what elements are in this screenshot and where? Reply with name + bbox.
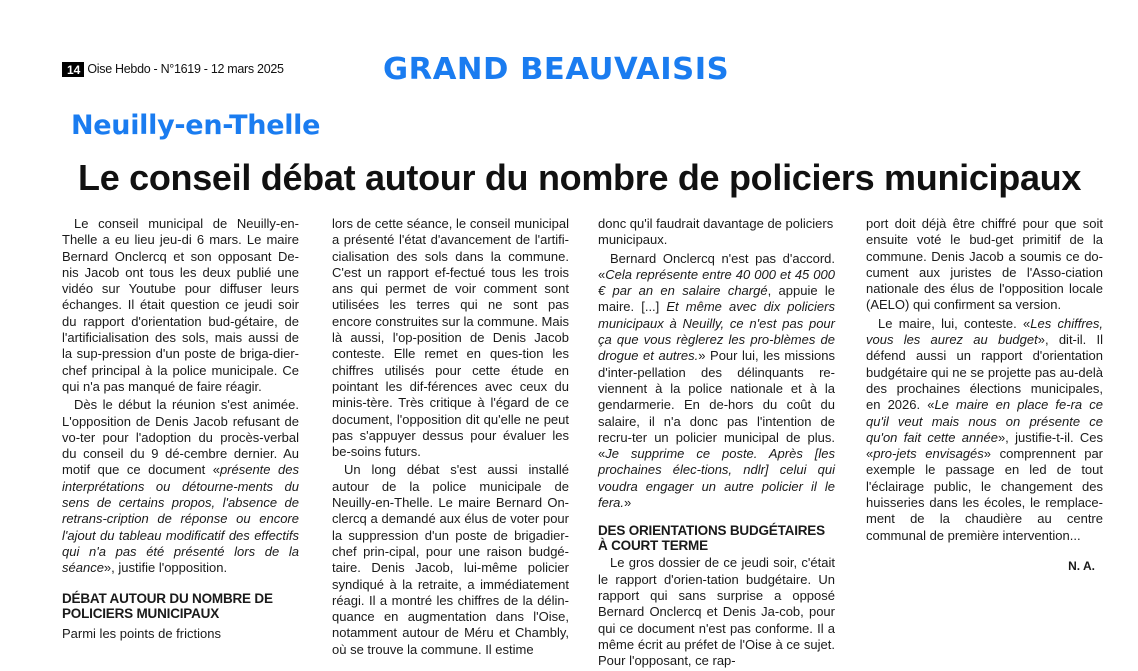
quote: Le maire en place fe-ra ce qu'il veut mais nous on présente ce qu'on fait cette année <box>866 397 1103 445</box>
article-kicker: Neuilly-en-Thelle <box>71 110 321 141</box>
subheading: DES ORIENTATIONS BUDGÉTAIRES À COURT TERME <box>598 523 825 554</box>
text: Le maire, lui, conteste. « <box>878 315 1031 331</box>
paragraph <box>866 316 1103 544</box>
quote: Je supprime ce poste. Après [les prochaines élec-tions, ndlr] celui qui voudra engager un autre policier il le fera. <box>598 446 835 511</box>
paragraph: Un long débat s'est aussi installé autour de la police municipale de Neuilly-en-Thelle. Le maire Bernard On-clercq a demandé aux élus de voter pour la suppression d'un poste de brigadier-chef prin-cipal, pour une raison budgé-taire. Denis Jacob, lui-même policier syndiqué à la retraite, a immédiatement réagi. Il a montré les chiffres de la délin-quance en augmentation dans l'Oise, notamment autour de Méru et Chambly, où se trouve la commune. Il estime <box>332 462 569 657</box>
article-column-1 <box>62 216 299 644</box>
folio <box>62 60 284 77</box>
text: » <box>624 495 632 511</box>
quote: présente des interprétations ou détourne-ments du sens de certains propos, l'absence de retrans-cription de réponse ou encore l'ajout du tableau modificatif des effectifs qui n'a pas été présenté lors de la séance <box>62 462 299 576</box>
text: Bernard Onclercq n'est pas d'accord. « <box>598 250 835 282</box>
text: » Pour lui, les missions d'inter-pellation des délinquants re-viennent à la police nationale et à la gendarmerie. En de-hors du coût du salaire, il n'a donc pas l'intention de recru-ter un policier municipal de plus. « <box>598 348 835 462</box>
paragraph: donc qu'il faudrait davantage de policiers municipaux. <box>598 216 834 248</box>
article-headline: Le conseil débat autour du nombre de policiers municipaux <box>78 157 1082 198</box>
paragraph <box>62 397 299 576</box>
paragraph: Parmi les points de frictions <box>62 625 221 641</box>
text: », justifie l'opposition. <box>103 560 228 576</box>
section-title: GRAND BEAUVAISIS <box>383 52 730 87</box>
article-column-3 <box>598 216 835 671</box>
text: », dit-il. Il défend aussi un rapport d'orientation budgétaire qui ne se projette pas au-delà des prochaines élections municipales, en 2026. « <box>866 332 1103 413</box>
text: , appuie le maire. [...] <box>598 283 836 315</box>
quote: pro-jets envisagés <box>873 446 984 462</box>
paragraph: Le conseil municipal de Neuilly-en-Thelle a eu lieu jeu-di 6 mars. Le maire Bernard Onclercq et son opposant De-nis Jacob ont tous les deux publié une vidéo sur Youtube pour diffuser leurs échanges. Il était question ce jeudi soir du rapport d'orientation bud-gétaire, de l'artificialisation des sols, mais aussi de la sup-pression d'un poste de briga-dier-chef principal à la police municipale. Ce qui n'a pas manqué de faire réagir. <box>62 216 299 394</box>
subheading: DÉBAT AUTOUR DU NOMBRE DE POLICIERS MUNICIPAUX <box>62 590 273 621</box>
text: Dès le début la réunion s'est animée. L'opposition de Denis Jacob refusant de vo-ter pour l'adoption du procès-verbal du conseil du 9 dé-cembre dernier. Au motif que ce document « <box>62 397 299 478</box>
article-column-4 <box>866 216 1103 574</box>
quote: Et même avec dix policiers municipaux à Neuilly, ce n'est pas pour ça que vous règlerez les pro-blèmes de drogue et autres. <box>598 299 835 364</box>
paragraph: port doit déjà être chiffré pour que soit ensuite voté le bud-get primitif de la commune. Denis Jacob a soumis ce do-cument aux juristes de l'Asso-ciation nationale des élus de l'opposition locale (AELO) qui confirment sa version. <box>866 216 1103 313</box>
quote: Les chiffres, vous les aurez au budget <box>866 315 1103 348</box>
text: », justifie-t-il. Ces « <box>866 429 1103 462</box>
paragraph: Le gros dossier de ce jeudi soir, c'était le rapport d'orien-tation budgétaire. Un rapport qui sans surprise a opposé Bernard Onclercq et Denis Ja-cob, pour qui ce document n'est pas conforme. Il a même écrit au préfet de l'Oise à ce sujet. Pour l'opposant, ce rap- <box>598 555 835 669</box>
page-number: 14 <box>62 62 84 77</box>
text: » comprennent par exemple le passage en led de tout l'éclairage public, le changement des huisseries dans les écoles, le remplace-ment de la chaudière au centre communal de première intervention... <box>866 446 1103 543</box>
byline: N. A. <box>1068 558 1095 573</box>
quote: Cela représente entre 40 000 et 45 000 € par an en salaire chargé <box>598 266 835 299</box>
publication-info: Oise Hebdo - N°1619 - 12 mars 2025 <box>87 61 284 76</box>
article-column-2 <box>332 216 569 660</box>
paragraph <box>598 251 835 512</box>
paragraph: lors de cette séance, le conseil municipal a présenté l'état d'avancement de l'artifi-cialisation des sols dans la commune. C'est un rapport ef-fectué tous les trois ans qui permet de voir comment sont utilisées les terres qui ne sont pas encore construites sur la commune. Mais là aussi, l'op-position de Denis Jacob conteste. Elle remet en ques-tion les chiffres utilisés pour cette étude en pointant les dif-férences avec ceux du minis-tère. Très critique à l'égard de ce document, l'opposition dit qu'elle ne peut pas s'appuyer dessus pour évaluer les be-soins futurs. <box>332 216 569 460</box>
